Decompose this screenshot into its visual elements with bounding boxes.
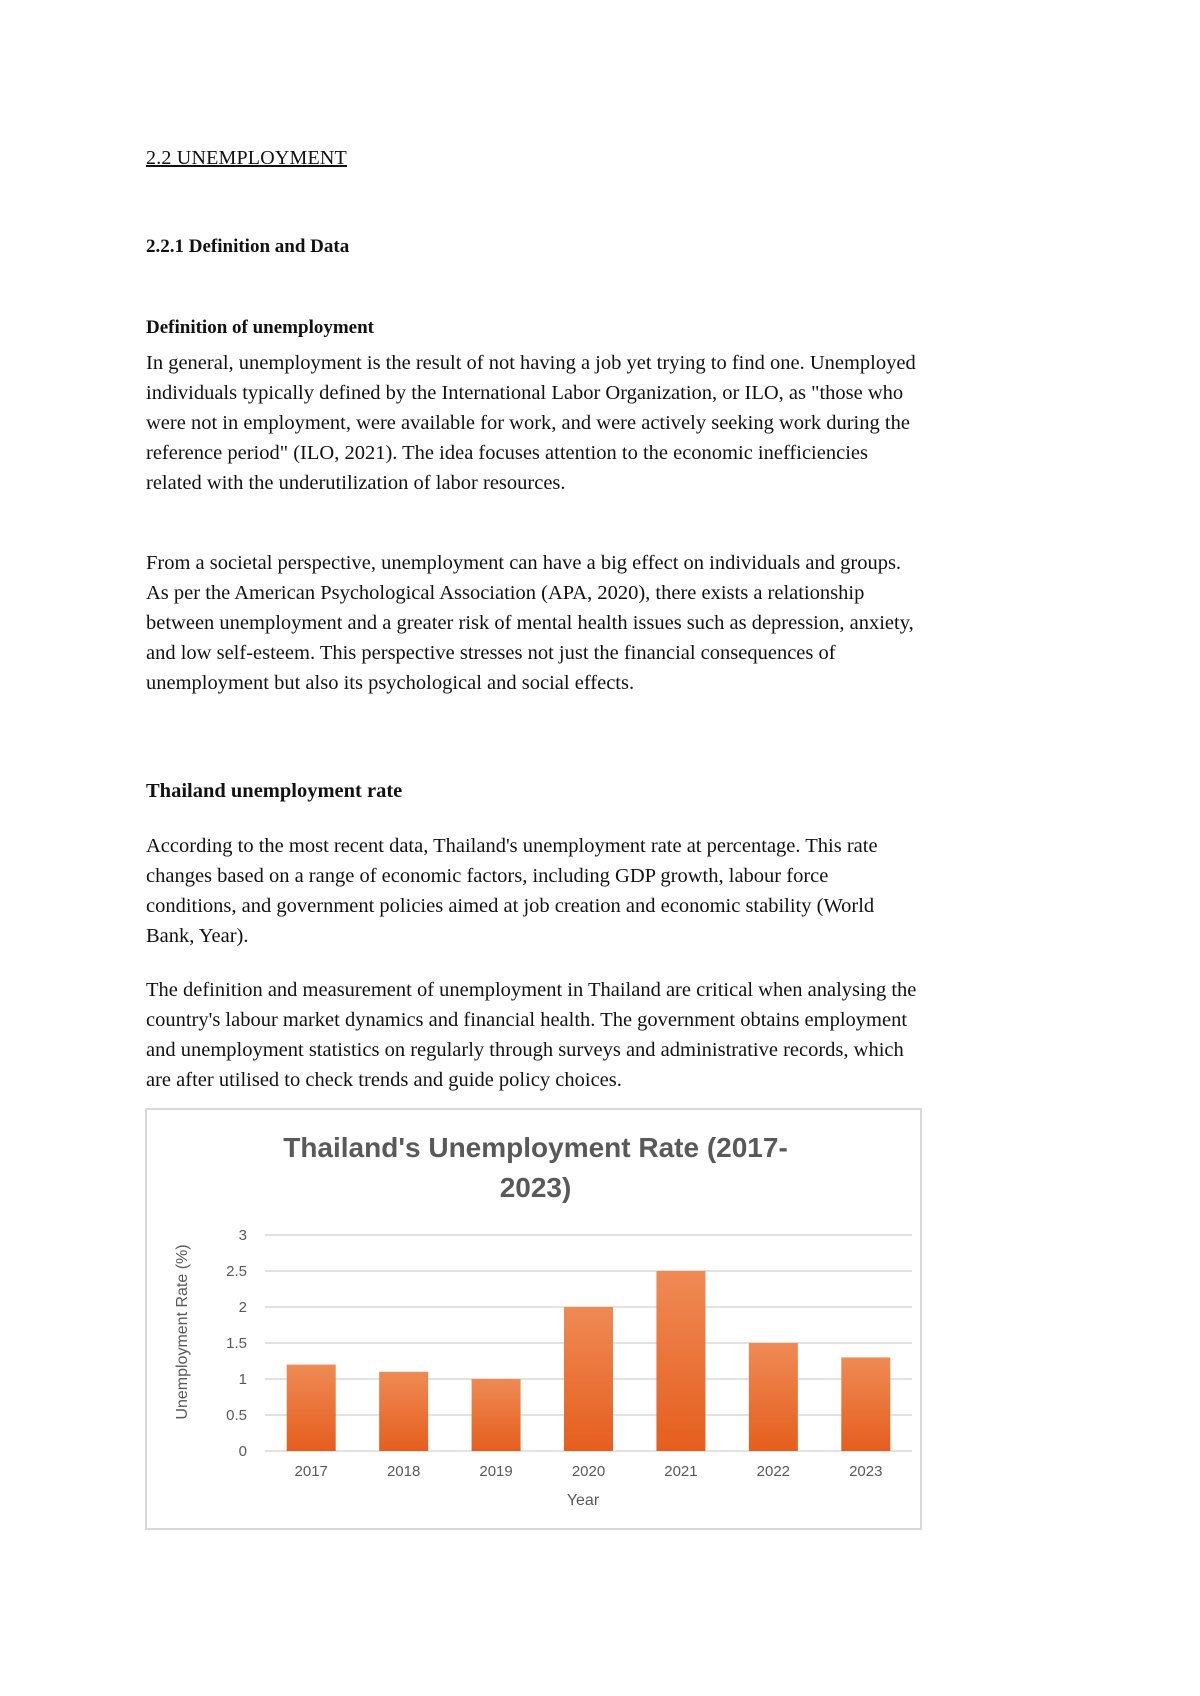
chart-title-line-1: Thailand's Unemployment Rate (2017- — [283, 1132, 788, 1163]
text-line: reference period" (ILO, 2021). The idea focuses attention to the economic inefficiencies — [146, 442, 868, 464]
text-line: changes based on a range of economic factors, including GDP growth, labour force — [146, 865, 829, 887]
thailand-heading: Thailand unemployment rate — [146, 780, 403, 802]
section-title: 2.2 UNEMPLOYMENT — [146, 147, 347, 169]
x-tick-label: 2017 — [294, 1463, 328, 1480]
text-line: and low self-esteem. This perspective stresses not just the financial consequences of — [146, 642, 836, 664]
x-tick-labels — [295, 1463, 883, 1480]
x-tick-label: 2022 — [756, 1463, 791, 1480]
thailand-paragraph-2 — [146, 975, 1076, 1095]
text-line: In general, unemployment is the result of not having a job yet trying to find one. Unemployed — [146, 352, 916, 374]
bar-2017 — [287, 1365, 336, 1451]
y-tick-label: 1 — [238, 1371, 247, 1388]
chart-plot — [147, 1110, 924, 1532]
bars — [287, 1271, 891, 1451]
chart-title-line-2: 2023) — [499, 1172, 572, 1203]
x-tick-label: 2020 — [571, 1463, 606, 1480]
text-line: and unemployment statistics on regularly through surveys and administrative records, which — [146, 1039, 904, 1061]
x-tick-label: 2019 — [479, 1463, 513, 1480]
x-tick-label: 2023 — [849, 1463, 883, 1480]
thailand-paragraph-1 — [146, 831, 1076, 951]
text-line: are after utilised to check trends and guide policy choices. — [146, 1069, 622, 1091]
text-line: As per the American Psychological Association (APA, 2020), there exists a relationship — [146, 582, 865, 604]
definition-paragraph-2 — [146, 548, 1076, 698]
subsection-title: 2.2.1 Definition and Data — [146, 236, 350, 257]
y-tick-label: 2 — [238, 1299, 247, 1316]
bar-2018 — [379, 1372, 428, 1451]
text-line: According to the most recent data, Thailand's unemployment rate at percentage. This rate — [146, 835, 878, 857]
text-line: Bank, Year). — [146, 925, 249, 947]
bar-2022 — [749, 1343, 798, 1451]
bar-2019 — [472, 1379, 521, 1451]
unemployment-chart — [145, 1108, 922, 1530]
y-tick-labels — [226, 1227, 247, 1460]
x-axis-label: Year — [566, 1492, 600, 1509]
y-tick-label: 0.5 — [226, 1407, 247, 1424]
text-line: country's labour market dynamics and financial health. The government obtains employment — [146, 1009, 908, 1031]
bar-2020 — [564, 1307, 613, 1451]
text-line: unemployment but also its psychological and social effects. — [146, 672, 635, 694]
definition-paragraph-1 — [146, 348, 1076, 498]
y-tick-label: 2.5 — [226, 1263, 247, 1280]
x-tick-label: 2021 — [664, 1463, 698, 1480]
text-line: conditions, and government policies aimed at job creation and economic stability (World — [146, 895, 875, 917]
text-line: between unemployment and a greater risk of mental health issues such as depression, anxiety, — [146, 612, 914, 634]
text-line: The definition and measurement of unemployment in Thailand are critical when analysing the — [146, 979, 917, 1001]
text-line: From a societal perspective, unemployment can have a big effect on individuals and groups. — [146, 552, 902, 574]
y-tick-label: 1.5 — [226, 1335, 247, 1352]
text-line: related with the underutilization of labor resources. — [146, 472, 566, 494]
y-tick-label: 3 — [238, 1227, 247, 1244]
bar-2023 — [841, 1357, 890, 1451]
text-line: individuals typically defined by the International Labor Organization, or ILO, as "those who — [146, 382, 904, 404]
bar-2021 — [656, 1271, 705, 1451]
y-axis-label: Unemployment Rate (%) — [174, 1244, 191, 1420]
definition-heading: Definition of unemployment — [146, 317, 374, 338]
text-line: were not in employment, were available for work, and were actively seeking work during the — [146, 412, 910, 434]
y-tick-label: 0 — [238, 1443, 247, 1460]
x-tick-label: 2018 — [386, 1463, 421, 1480]
